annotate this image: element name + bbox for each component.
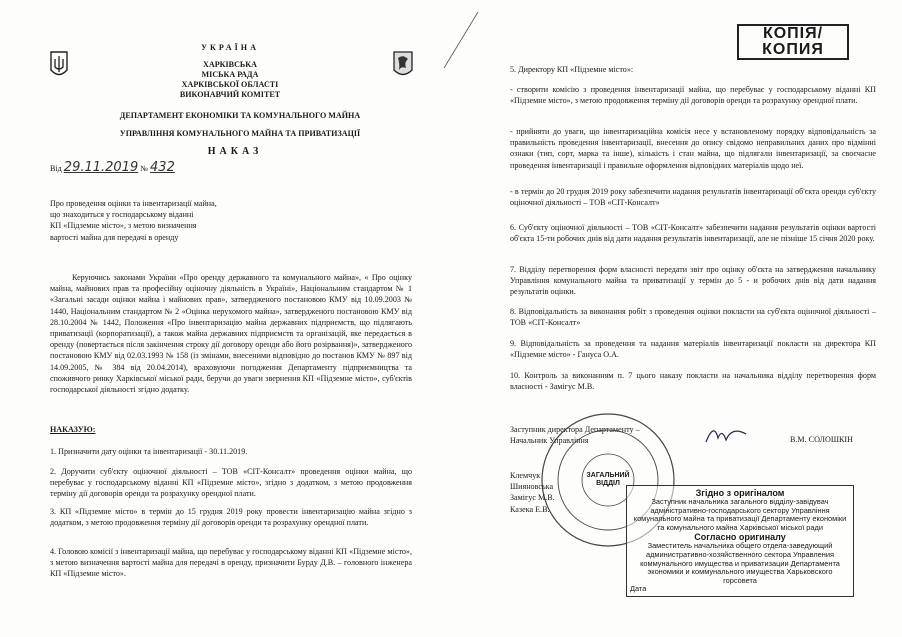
date-prefix: Від <box>50 164 62 173</box>
stamp-ua-body: Заступник начальника загального відділу-завідувач адміністративно-господарського сектору Управління комунального майна та приватизації Департаменту економіки та комунального майна Харківської міської ради <box>633 497 847 532</box>
signature-icon <box>700 420 750 450</box>
left-item-1: 1. Призначити дату оцінки та інвентаризації - 30.11.2019. <box>50 447 248 456</box>
subject-line: вартості майна для передачі в оренду <box>50 232 179 242</box>
right-item-8: 8. Відповідальність за виконання робіт з проведення оцінки покласти на суб'єкта оціночної діяльності – ТОВ «СІТ-Консалт» <box>510 307 876 328</box>
right-item-9: 9. Відповідальність за проведення та надання матеріалів інвентаризації покласти на директора КП «Підземне місто» - Гануса О.А. <box>510 339 876 360</box>
city-emblem-icon <box>392 50 414 80</box>
left-item-3: 3. КП «Підземне місто» в термін до 15 грудня 2019 року провести інвентаризацію майна згідно з додатком, з метою продовження терміну дії договорів оренди та розрахунку орендної плати. <box>50 507 412 528</box>
left-item-4: 4. Головою комісії з інвентаризації майна, що перебуває у господарському віданні КП «Підземне місто», з метою визначення вартості майна для передачі в оренду, призначити Бурду Д.В. – головного інженера КП «Підземне місто». <box>50 547 412 579</box>
stamp-date-label: Дата <box>630 584 647 594</box>
certified-copy-stamp <box>626 485 854 597</box>
item5-bullet-3: - в термін до 20 грудня 2019 року забезпечити надання результатів інвентаризації об'єкта оренди суб'єкту оціночної діяльності – ТОВ «СІТ-Консалт» <box>510 187 876 208</box>
signatory-name: В.М. СОЛОШКІН <box>790 435 853 444</box>
subject-line: Про проведення оцінки та інвентаризації майна, <box>50 199 217 208</box>
right-item-7: 7. Відділу перетворення форм власності передати звіт про оцінку об'єкта на затвердження начальнику Управління комунального майна та приватизації у термін до 5 - и робочих днів від дати надання результатів оцінки. <box>510 265 876 297</box>
order-number: 432 <box>150 160 175 175</box>
authority-line: ХАРКІВСЬКОЇ ОБЛАСТІ <box>181 80 279 89</box>
approval-name: Шияновська <box>510 482 554 492</box>
subject-line: КП «Підземне місто», з метою визначення <box>50 221 197 231</box>
left-item-2: 2. Доручити суб'єкту оціночної діяльності – ТОВ «СІТ-Консалт» проведення оцінки майна, що перебуває у господарському віданні КП «Підземне місто», згідно з додатком, з метою продовження терміну дії договорів оренди та розрахунку орендної плати. <box>50 467 412 499</box>
signatory-title-line: Начальник Управління <box>510 436 589 446</box>
approval-name: Клемчук <box>510 471 541 480</box>
office-title: УПРАВЛІННЯ КОМУНАЛЬНОГО МАЙНА ТА ПРИВАТИЗАЦІЇ <box>119 129 361 138</box>
approval-name: Замігус М.В. <box>510 493 555 503</box>
subject-line: що знаходиться у господарському віданні <box>50 210 194 220</box>
approval-name: Казека Е.В. <box>510 504 550 514</box>
page-divider <box>440 10 480 70</box>
copy-stamp-line: КОПИЯ <box>762 41 824 58</box>
authority-block <box>140 60 320 100</box>
order-word: НАКАЗУЮ: <box>50 425 96 434</box>
preamble: Керуючись законами України «Про оренду державного та комунального майна», « Про оцінку майна, майнових прав та професійну оціночну діяльність в Україні», Національним стандартом № 1 «Загальні засади оцінки майна і майнових прав», затвердженого постановою КМУ від 10.09.2003 № 1440, Національним стандартом № 2 «Оцінка нерухомого майна», затвердженого постановою КМУ від 28.10.2004 № 1442, Положення «Про інвентаризацію майна державних підприємств, що підлягають приватизації (корпоратизації), а також майна державних підприємств та організацій, яке передається в оренду (повертається після закінчення строку дії договору оренди або його розірвання)», затвердженого постановою КМУ від 02.03.1993 № 158 (із змінами, внесеними відповідно до постанов КМУ № 897 від 14.09.2005, № 384 від 20.04.2014), враховуючи погодження Департаменту підприємництва та споживчого ринку Харківської міської ради, беручи до уваги звернення КП «Підземне місто», суб'єктів господарської діяльності згідно додатку. <box>50 273 412 395</box>
stamp-ru-body: Заместитель начальника общего отдела-заведующий административно-хозяйственного сектора Управления коммунального имущества и приватизации Департамента экономики и коммунального имущества Харьковского горсовета <box>640 541 840 585</box>
copy-stamp <box>737 24 849 60</box>
right-item-6: 6. Суб'єкту оціночної діяльності – ТОВ «СІТ-Консалт» забезпечити надання результатів оцінки вартості об'єкта 15-ти робочих днів від дати надання результатів інвентаризації, але не пізніше 15 січня 2020 року. <box>510 223 876 244</box>
stamp-ua-title: Згідно з оригіналом <box>695 488 785 498</box>
signatory-title-line: Заступник директора Департаменту – <box>510 425 640 434</box>
coat-of-arms-icon <box>49 50 69 80</box>
right-item-10: 10. Контроль за виконанням п. 7 цього наказу покласти на начальника відділу перетворення форм власності - Замігус М.В. <box>510 371 876 392</box>
authority-line: ХАРКІВСЬКА <box>203 60 257 69</box>
round-seal-text: ЗАГАЛЬНИЙ ВІДДІЛ <box>586 472 630 487</box>
doc-type: НАКАЗ <box>207 146 263 157</box>
subject-block <box>50 198 280 243</box>
number-prefix: № <box>140 164 148 173</box>
authority-line: ВИКОНАВЧИЙ КОМІТЕТ <box>179 90 281 99</box>
country-title: УКРАЇНА <box>201 43 259 52</box>
approvals-block <box>510 470 590 515</box>
order-date: 29.11.2019 <box>63 160 139 175</box>
date-line <box>50 162 250 174</box>
copy-stamp-line: КОПІЯ/ <box>762 25 824 42</box>
authority-line: МІСЬКА РАДА <box>201 70 259 79</box>
stamp-ru-title: Согласно оригиналу <box>694 532 786 543</box>
item5-bullet-1: - створити комісію з проведення інвентаризації майна, що перебуває у господарському віданні КП «Підземне місто», з метою продовження терміну дії договорів оренди та розрахунку орендної плати. <box>510 85 876 106</box>
department-title: ДЕПАРТАМЕНТ ЕКОНОМІКИ ТА КОМУНАЛЬНОГО МАЙНА <box>119 111 361 120</box>
item5-title: 5. Директору КП «Підземне місто»: <box>510 65 634 74</box>
item5-bullet-2: - прийняти до уваги, що інвентаризаційна комісія несе у встановленому порядку відповідальність за правильність проведення інвентаризації, внесення до опису свідомо неправильних даних про відмінні ознаки (тип, сорт, марка та інше), кількість і стан майна, що підлягали інвентаризації, за своєчасне проведення інвентаризації і правильне оформлення відповідних матеріалів щодо неї. <box>510 127 876 170</box>
